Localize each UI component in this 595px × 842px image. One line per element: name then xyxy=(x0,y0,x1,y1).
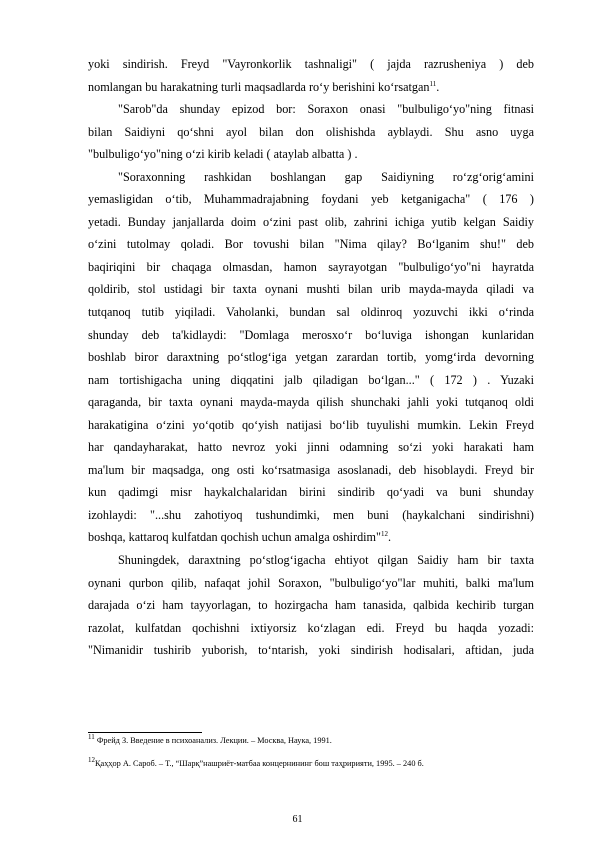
footnote-text: Қаҳҳор А. Сароб. – Т., “Шарқ”нашриёт-матбаа концернининг бош таҳририяти, 1995. – 240 б. xyxy=(95,759,424,768)
text-line: razolat, kulfatdan qochishni ixtiyorsiz ko‘zlagan edi. Freyd bu haqda yozadi: xyxy=(88,620,534,635)
text-line: darajada o‘zi ham tayyorlagan, to hozirgacha ham tanasida, qalbida kechirib turgan xyxy=(88,598,534,613)
text-line: boshlab biror daraxtning po‘stlog‘iga yetgan zarardan tortib, yomg‘irda devorning xyxy=(88,350,534,365)
text-line: izohlaydi: "...shu zahotiyoq tushundimki, men buni (haykalchani sindirishni) xyxy=(88,507,534,522)
page-number: 61 xyxy=(292,814,303,825)
footnote-marker: 12 xyxy=(88,756,95,765)
text-line-text: nomlangan bu harakatning turli maqsadlarda ro‘y berishini ko‘rsatgan xyxy=(88,79,430,94)
footnote-reference-12[interactable]: 12 xyxy=(381,530,389,539)
text-line: yoki sindirish. Freyd "Vayronkorlik tashnaligi" ( jajda razrusheniya ) deb xyxy=(88,57,534,71)
paragraph-start-line: "Sarob"da shunday epizod bor: Soraxon onasi "bulbuligo‘yo"ning fitnasi xyxy=(118,102,534,117)
footnote-12 xyxy=(88,756,424,769)
text-line: o‘zini tutolmay qoladi. Bor tovushi bilan "Nima qilay? Bo‘lganim shu!" deb xyxy=(88,237,534,252)
text-line: "Nimanidir tushirib yuborish, to‘ntarish, yoki sindirish hodisalari, aftidan, juda xyxy=(88,643,534,658)
footnote-text: Фрейд З. Введение в психоанализ. Лекции. – Москва, Наука, 1991. xyxy=(94,736,332,745)
text-line: kun qadimgi misr haykalchalaridan birini sindirib qo‘yadi va buni shunday xyxy=(88,485,534,500)
text-line: oynani qurbon qilib, nafaqat johil Soraxon, "bulbuligo‘yo"lar muhiti, balki ma'lum xyxy=(88,575,534,590)
paragraph-start-line: "Soraxonning rashkidan boshlangan gap Saidiyning ro‘zg‘orig‘amini xyxy=(118,169,534,184)
text-line: baqiriqini bir chaqaga olmasdan, hamon sayrayotgan "bulbuligo‘yo"ni hayratda xyxy=(88,259,534,274)
text-line: bilan Saidiyni qo‘shni ayol bilan don olishishda ayblaydi. Shu asno uyga xyxy=(88,124,534,139)
text-line: harakatigina o‘zini yo‘qotib qo‘yish natijasi bo‘lib tuyulishi mumkin. Lekin Freyd xyxy=(88,417,534,432)
text-line-with-footnote: nomlangan bu harakatning turli maqsadlarda ro‘y berishini ko‘rsatgan$^{11}$. xyxy=(88,79,440,94)
text-line: har qandayharakat, hatto nevroz yoki jinni odamning so‘zi yoki harakati ham xyxy=(88,440,534,455)
text-line: yemasligidan o‘tib, Muhammadrajabning foydani yeb ketganigacha" ( 176 ) xyxy=(88,192,534,207)
text-line: yetadi. Bunday janjallarda doim o‘zini past olib, zahrini ichiga yutib kelgan Saidiy xyxy=(88,214,534,229)
text-line-text: boshqa, kattaroq kulfatdan qochish uchun amalga oshirdim" xyxy=(88,530,382,545)
footnote-divider xyxy=(88,732,202,733)
text-line: qoldirib, stol ustidagi bir taxta oynani mushti bilan urib mayda-mayda qiladi va xyxy=(88,282,534,297)
text-line: tutqanoq tutib yiqiladi. Vaholanki, bundan sal oldinroq yozuvchi ikki o‘rinda xyxy=(88,305,534,320)
text-line: nam tortishigacha uning diqqatini jalb qiladigan bo‘lgan..." ( 172 ) . Yuzaki xyxy=(88,372,534,387)
paragraph-start-line: Shuningdek, daraxtning po‘stlog‘igacha ehtiyot qilgan Saidiy ham bir taxta xyxy=(118,553,534,568)
text-line: "bulbuligo‘yo"ning o‘zi kirib keladi ( ataylab albatta ) . xyxy=(88,147,358,162)
text-line: ma'lum bir maqsadga, ong osti ko‘rsatmasiga asoslanadi, deb hisoblaydi. Freyd bir xyxy=(88,462,534,477)
footnote-reference-11[interactable]: 11 xyxy=(429,79,437,88)
text-line: qaraganda, bir taxta oynani mayda-mayda qilish shunchaki jahli yoki tutqanoq oldi xyxy=(88,395,534,410)
text-line: shunday deb ta'kidlaydi: "Domlaga merosxo‘r bo‘luviga ishongan kunlaridan xyxy=(88,327,534,342)
document-body xyxy=(88,53,534,662)
footnote-marker: 11 xyxy=(88,733,95,742)
text-line-with-footnote: boshqa, kattaroq kulfatdan qochish uchun amalga oshirdim"$^{12}$. xyxy=(88,530,392,545)
footnote-11 xyxy=(88,733,332,746)
